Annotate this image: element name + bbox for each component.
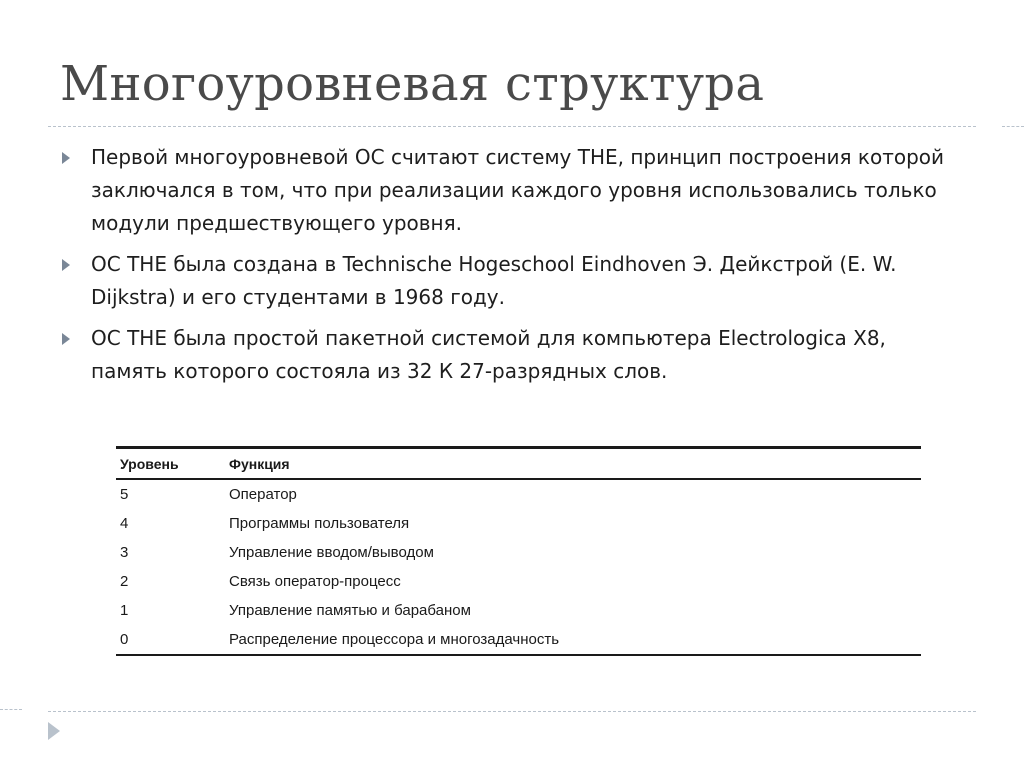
cell-level: 4: [120, 515, 129, 532]
table-row: [116, 480, 921, 509]
bullet-list: [62, 141, 962, 396]
levels-table-figure: [116, 446, 921, 656]
triangle-right-icon: [62, 259, 70, 271]
header-level: Уровень: [120, 456, 179, 472]
table-row: [116, 625, 921, 654]
triangle-right-icon: [62, 152, 70, 164]
table-bottom-rule: [116, 654, 921, 656]
table-header-row: [116, 449, 921, 478]
table-row: [116, 596, 921, 625]
levels-table: [116, 449, 921, 478]
levels-table-body: [116, 480, 921, 654]
title-divider: [48, 126, 976, 127]
divider-corner-right: [1002, 126, 1024, 135]
cell-function: Управление памятью и барабаном: [229, 602, 471, 619]
bullet-text: Первой многоуровневой ОС считают систему THE, принцип построения которой заключался в том, что при реализации каждого уровня использовались только модули предшествующего уровня.: [91, 145, 945, 235]
table-row: [116, 509, 921, 538]
bullet-item: [62, 248, 962, 314]
bullet-text: ОС THE была простой пакетной системой для компьютера Electrologica X8, память которого состояла из 32 К 27-разрядных слов.: [91, 326, 886, 383]
cell-level: 2: [120, 573, 129, 590]
bullet-item: [62, 141, 962, 240]
table-row: [116, 538, 921, 567]
bullet-item: [62, 322, 962, 388]
page-title: Многоуровневая структура: [60, 56, 765, 112]
cell-level: 5: [120, 486, 129, 503]
divider-corner-left: [0, 709, 22, 718]
cell-function: Связь оператор-процесс: [229, 573, 401, 590]
header-function: Функция: [229, 456, 290, 472]
triangle-right-icon: [62, 333, 70, 345]
triangle-right-icon: [48, 722, 60, 740]
cell-function: Оператор: [229, 486, 297, 503]
cell-function: Распределение процессора и многозадачность: [229, 631, 560, 648]
bullet-text: ОС THE была создана в Technische Hogeschool Eindhoven Э. Дейкстрой (E. W. Dijkstra) и его студентами в 1968 году.: [91, 252, 897, 309]
table-row: [116, 567, 921, 596]
cell-level: 3: [120, 544, 129, 561]
cell-level: 0: [120, 631, 129, 648]
cell-function: Программы пользователя: [229, 515, 410, 532]
footer-divider: [48, 711, 976, 712]
cell-function: Управление вводом/выводом: [229, 544, 434, 561]
cell-level: 1: [120, 602, 129, 619]
